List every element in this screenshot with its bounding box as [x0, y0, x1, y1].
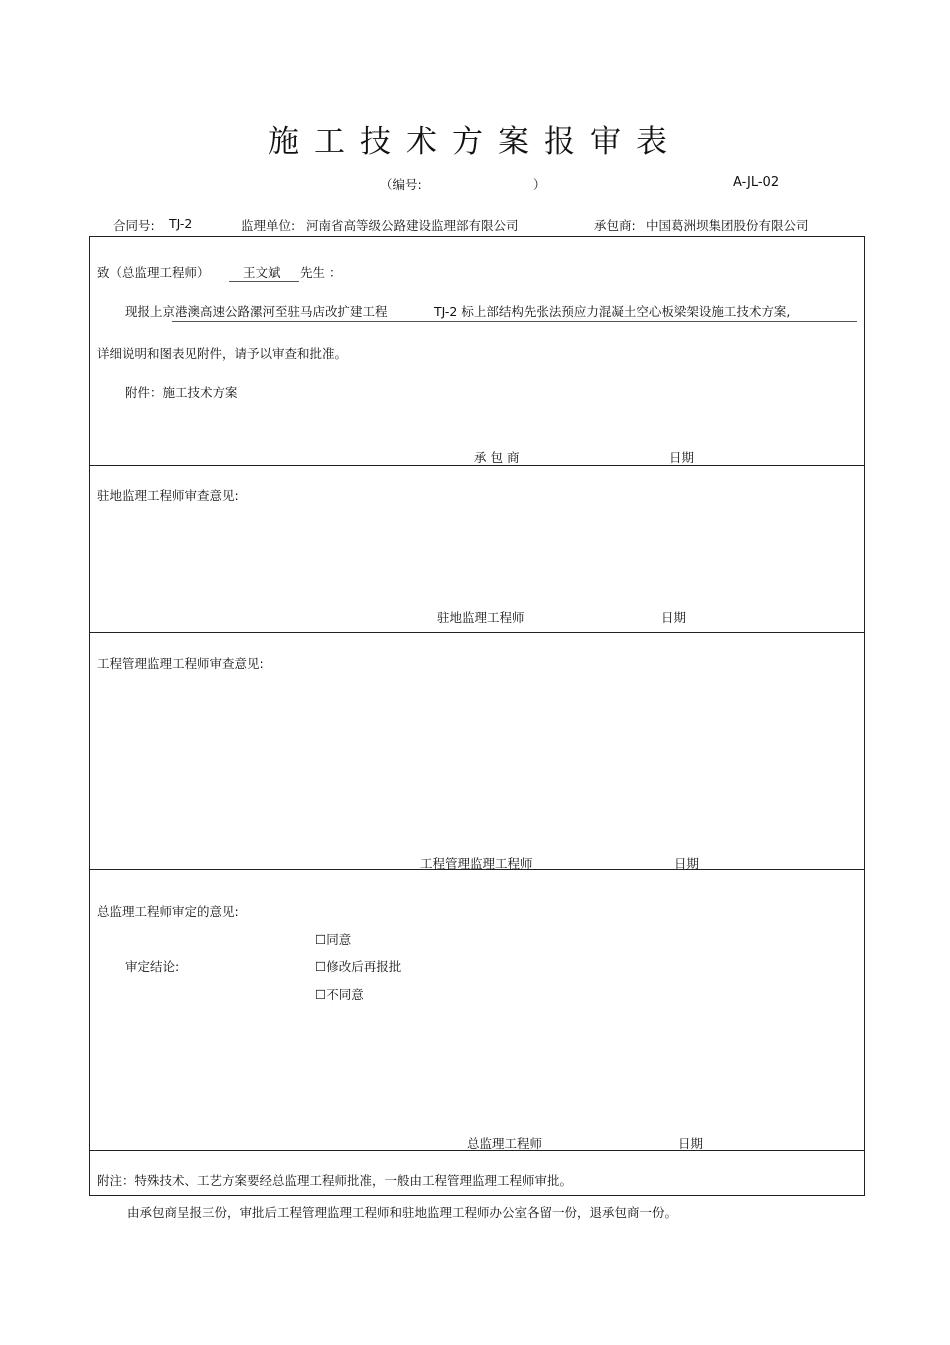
contractor-sign-label: 承 包 商	[474, 450, 520, 465]
resident-date-label: 日期	[661, 610, 687, 625]
resident-sign-label: 驻地监理工程师	[437, 610, 525, 625]
supervisor-label: 监理单位:	[241, 218, 296, 233]
attachment-text: 附件：施工技术方案	[125, 385, 238, 400]
contractor-label: 承包商:	[594, 218, 636, 233]
management-date-label: 日期	[674, 856, 700, 871]
option-revise[interactable]	[315, 957, 401, 975]
chief-date-label: 日期	[678, 1136, 704, 1151]
submission-underline	[172, 321, 857, 322]
supervisor-value: 河南省高等级公路建设监理部有限公司	[306, 218, 519, 233]
option-approve[interactable]	[315, 930, 351, 948]
option-label: 不同意	[326, 987, 364, 1002]
form-code: A-JL-02	[733, 175, 780, 190]
contract-value: TJ-2	[169, 216, 193, 231]
contractor-value: 中国葛洲坝集团股份有限公司	[646, 218, 809, 233]
serial-label: （编号:	[380, 177, 422, 192]
option-label: 同意	[326, 932, 352, 947]
management-review-heading: 工程管理监理工程师审查意见:	[97, 656, 264, 671]
option-label: 修改后再报批	[326, 959, 402, 974]
recipient-underline	[229, 281, 299, 282]
section-divider	[89, 632, 865, 633]
serial-close: ）	[533, 177, 546, 192]
form-note: 附注：特殊技术、工艺方案要经总监理工程师批准，一般由工程管理监理工程师审批。	[97, 1173, 573, 1188]
submission-text-b: TJ-2 标上部结构先张法预应力混凝土空心板梁架设施工技术方案,	[434, 304, 791, 319]
chief-sign-label: 总监理工程师	[467, 1136, 543, 1151]
footer-note: 由承包商呈报三份，审批后工程管理监理工程师和驻地监理工程师办公室各留一份，退承包商一份。	[127, 1205, 678, 1220]
recipient-label: 致（总监理工程师）	[97, 265, 210, 280]
checkbox-icon: ☐	[315, 959, 327, 974]
option-reject[interactable]	[315, 985, 364, 1003]
chief-review-heading: 总监理工程师审定的意见:	[97, 904, 239, 919]
checkbox-icon: ☐	[315, 932, 327, 947]
resident-review-heading: 驻地监理工程师审查意见:	[97, 488, 239, 503]
checkbox-icon: ☐	[315, 987, 327, 1002]
conclusion-label: 审定结论:	[125, 959, 180, 974]
page-title: 施工技术方案报审表	[268, 124, 682, 160]
contract-label: 合同号:	[113, 218, 155, 233]
management-sign-label: 工程管理监理工程师	[420, 856, 533, 871]
recipient-suffix: 先生 ：	[300, 265, 342, 280]
submission-text-a: 现报上京港澳高速公路漯河至驻马店改扩建工程	[125, 304, 388, 319]
form-frame	[89, 236, 865, 1196]
contractor-date-label: 日期	[669, 450, 695, 465]
submission-text-2: 详细说明和图表见附件，请予以审查和批准。	[97, 346, 348, 361]
recipient-name: 王文斌	[243, 265, 281, 280]
